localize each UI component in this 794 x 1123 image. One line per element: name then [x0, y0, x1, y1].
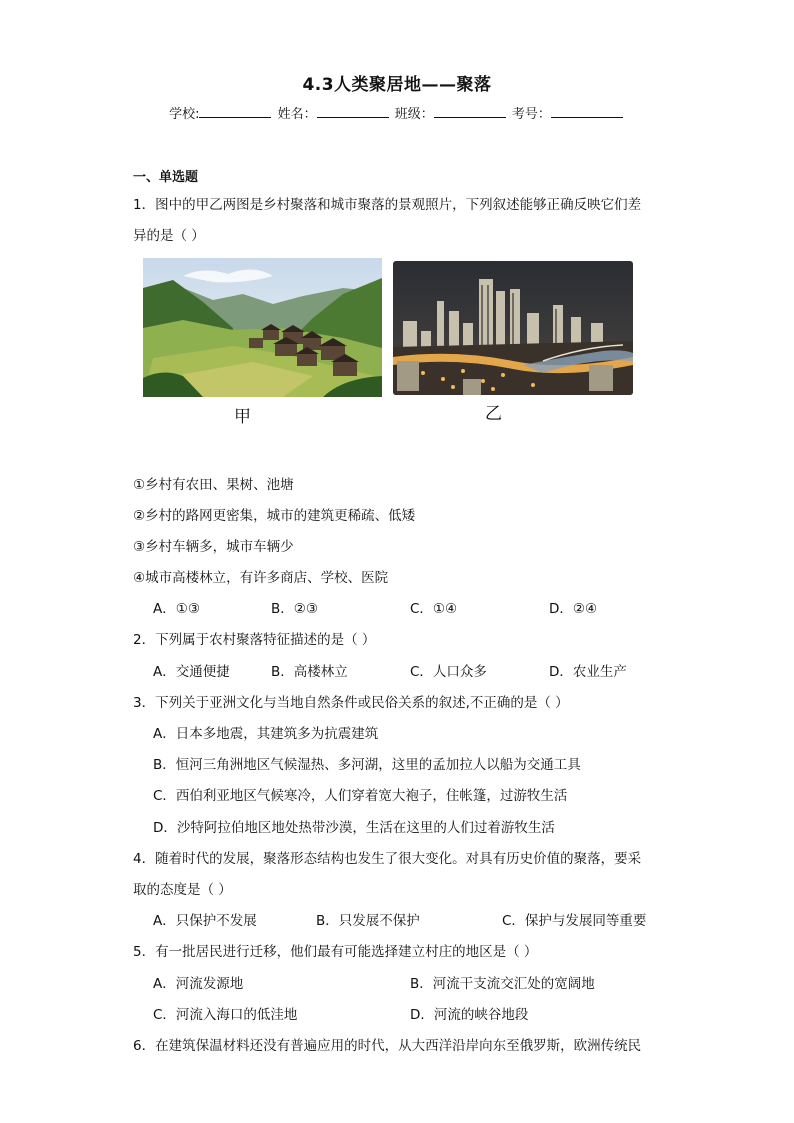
q1-option-a[interactable]: A．①③: [153, 601, 200, 617]
q1-stem-line1: 1．图中的甲乙两图是乡村聚落和城市聚落的景观照片，下列叙述能够正确反映它们差: [133, 197, 642, 213]
q1-option-d[interactable]: D．②④: [549, 601, 598, 617]
city-night-photo: [393, 261, 633, 395]
q5-option-b[interactable]: B．河流干支流交汇处的宽阔地: [410, 976, 595, 992]
q3-option-b[interactable]: B．恒河三角洲地区气候湿热、多河湖，这里的孟加拉人以船为交通工具: [153, 757, 581, 773]
school-blank[interactable]: [199, 105, 271, 118]
q4-stem-line2: 取的态度是（ ）: [133, 882, 232, 898]
page-title: 4.3人类聚居地——聚落: [302, 75, 492, 95]
q4-option-b[interactable]: B．只发展不保护: [316, 913, 420, 929]
q5-option-a[interactable]: A．河流发源地: [153, 976, 244, 992]
q1-statement-4: ④城市高楼林立，有许多商店、学校、医院: [133, 570, 389, 586]
caption-jia: 甲: [234, 407, 251, 427]
q5-option-c[interactable]: C．河流入海口的低洼地: [153, 1007, 298, 1023]
q5-stem: 5．有一批居民进行迁移，他们最有可能选择建立村庄的地区是（ ）: [133, 944, 538, 960]
q2-option-c[interactable]: C．人口众多: [410, 664, 487, 680]
name-label: 姓名：: [277, 107, 317, 122]
q1-statement-1: ①乡村有农田、果树、池塘: [133, 477, 294, 493]
q3-option-c[interactable]: C．西伯利亚地区气候寒冷，人们穿着宽大袍子，住帐篷，过游牧生活: [153, 788, 568, 804]
section-heading: 一、单选题: [133, 170, 199, 185]
rural-village-photo: [143, 258, 382, 397]
q2-option-a[interactable]: A．交通便捷: [153, 664, 230, 680]
q1-option-c[interactable]: C．①④: [410, 601, 458, 617]
q1-statement-3: ③乡村车辆多，城市车辆少: [133, 539, 294, 555]
exam-number-blank[interactable]: [551, 105, 623, 118]
q3-option-a[interactable]: A．日本多地震，其建筑多为抗震建筑: [153, 726, 379, 742]
exam-number-label: 考号：: [511, 107, 551, 122]
school-label: 学校:: [169, 107, 200, 122]
name-blank[interactable]: [317, 105, 389, 118]
q3-option-d[interactable]: D．沙特阿拉伯地区地处热带沙漠，生活在这里的人们过着游牧生活: [153, 820, 555, 836]
q2-option-b[interactable]: B．高楼林立: [271, 664, 348, 680]
q2-stem: 2．下列属于农村聚落特征描述的是（ ）: [133, 632, 376, 648]
q1-statement-2: ②乡村的路网更密集，城市的建筑更稀疏、低矮: [133, 508, 416, 524]
class-blank[interactable]: [434, 105, 506, 118]
q5-option-d[interactable]: D．河流的峡谷地段: [410, 1007, 529, 1023]
q2-option-d[interactable]: D．农业生产: [549, 664, 627, 680]
q4-option-a[interactable]: A．只保护不发展: [153, 913, 257, 929]
q6-stem-line1: 6．在建筑保温材料还没有普遍应用的时代，从大西洋沿岸向东至俄罗斯，欧洲传统民: [133, 1038, 642, 1054]
q4-stem-line1: 4．随着时代的发展，聚落形态结构也发生了很大变化。对具有历史价值的聚落，要采: [133, 851, 642, 867]
student-info-line: [0, 103, 794, 122]
caption-yi: 乙: [485, 404, 502, 424]
q1-stem-line2: 异的是（ ）: [133, 228, 205, 244]
q1-option-b[interactable]: B．②③: [271, 601, 318, 617]
class-label: 班级：: [394, 107, 434, 122]
q3-stem: 3．下列关于亚洲文化与当地自然条件或民俗关系的叙述,不正确的是（ ）: [133, 695, 569, 711]
q4-option-c[interactable]: C．保护与发展同等重要: [502, 913, 647, 929]
